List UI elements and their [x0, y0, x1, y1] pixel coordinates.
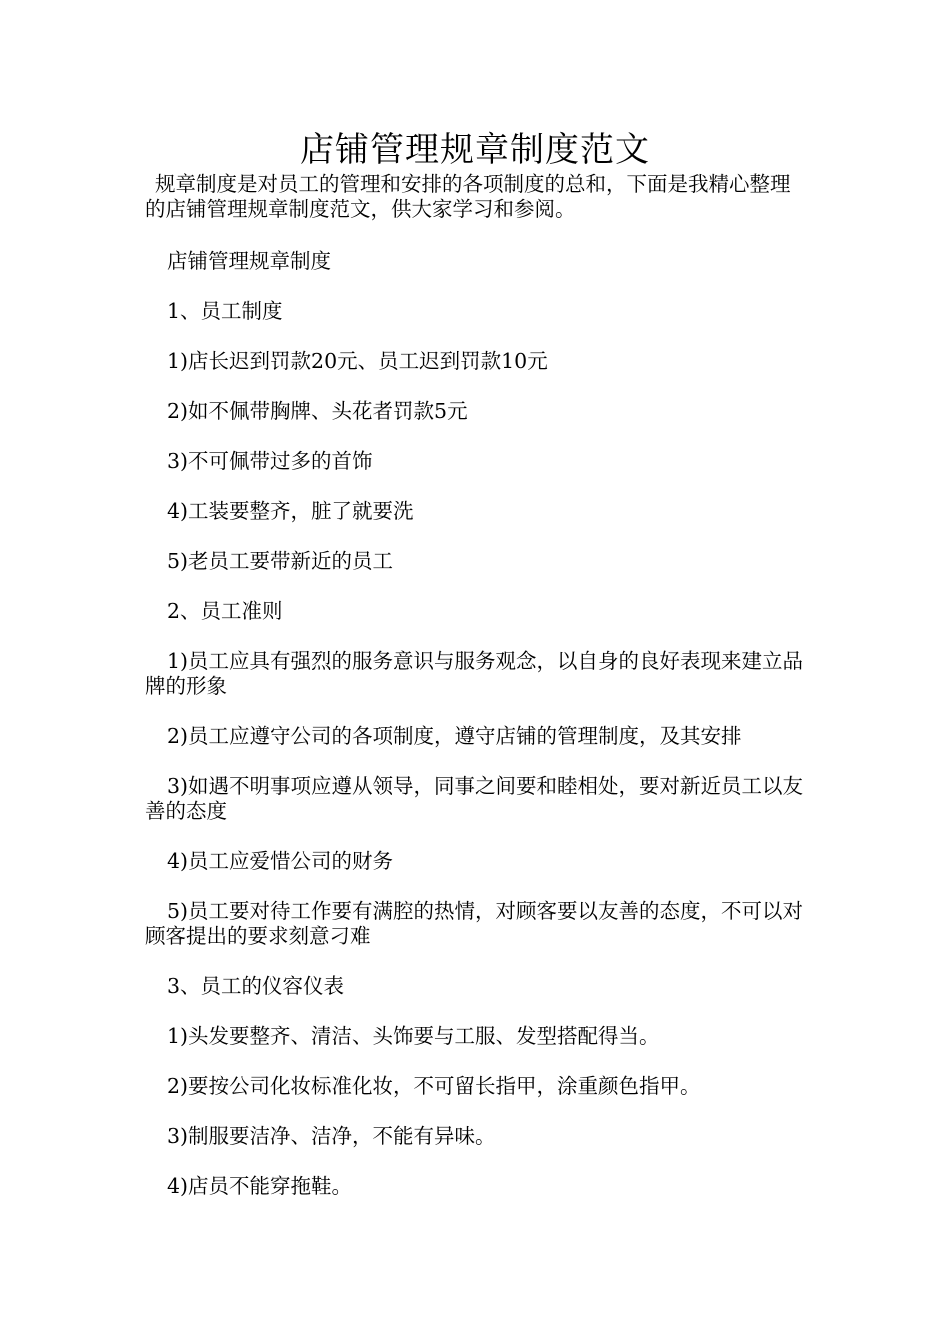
section-heading: 店铺管理规章制度	[167, 249, 331, 273]
section-title: 1、员工制度	[167, 299, 283, 323]
list-item: 4)员工应爱惜公司的财务	[167, 849, 394, 873]
list-item: 2)如不佩带胸牌、头花者罚款5元	[167, 399, 468, 423]
list-item: 2)员工应遵守公司的各项制度，遵守店铺的管理制度，及其安排	[167, 724, 742, 748]
list-item: 1)店长迟到罚款20元、员工迟到罚款10元	[167, 349, 548, 373]
list-item: 3)制服要洁净、洁净，不能有异味。	[167, 1124, 496, 1148]
list-item: 4)店员不能穿拖鞋。	[167, 1174, 353, 1198]
list-item: 1)员工应具有强烈的服务意识与服务观念，以自身的良好表现来建立品牌的形象	[145, 649, 804, 698]
document-body	[145, 172, 810, 1199]
list-item: 4)工装要整齐，脏了就要洗	[167, 499, 414, 523]
intro-paragraph: 规章制度是对员工的管理和安排的各项制度的总和，下面是我精心整理的店铺管理规章制度范文，供大家学习和参阅。	[145, 172, 791, 221]
list-item: 5)老员工要带新近的员工	[167, 549, 394, 573]
section-title: 2、员工准则	[167, 599, 283, 623]
list-item: 2)要按公司化妆标准化妆，不可留长指甲，涂重颜色指甲。	[167, 1074, 701, 1098]
section-title: 3、员工的仪容仪表	[167, 974, 345, 998]
list-item: 3)如遇不明事项应遵从领导，同事之间要和睦相处，要对新近员工以友善的态度	[145, 774, 804, 823]
list-item: 1)头发要整齐、清洁、头饰要与工服、发型搭配得当。	[167, 1024, 660, 1048]
list-item: 5)员工要对待工作要有满腔的热情，对顾客要以友善的态度，不可以对顾客提出的要求刻意刁难	[145, 899, 804, 948]
list-item: 3)不可佩带过多的首饰	[167, 449, 373, 473]
document-title: 店铺管理规章制度范文	[300, 130, 650, 170]
